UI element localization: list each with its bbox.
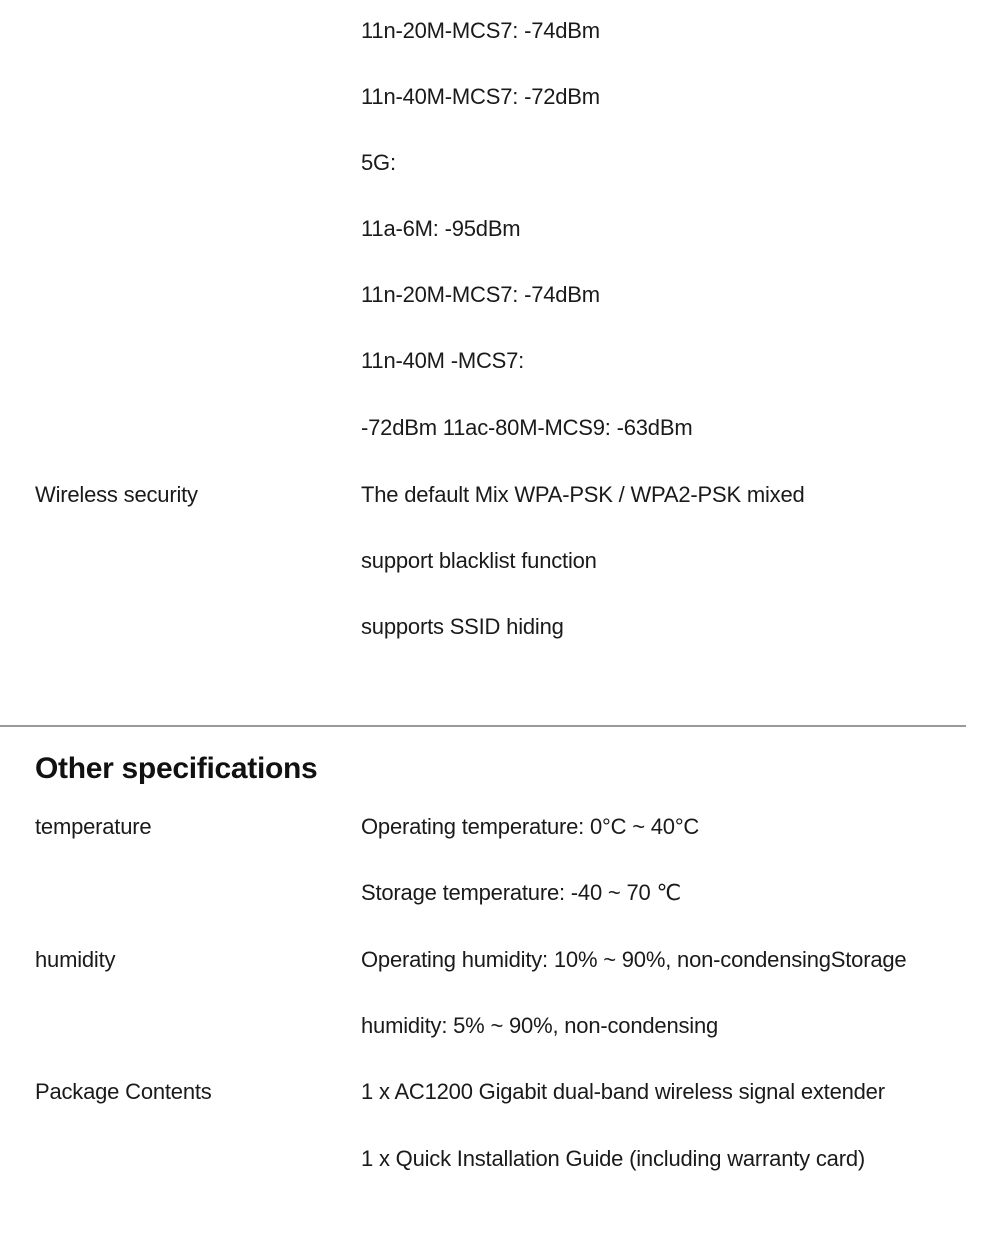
wireless-security-value-line: supports SSID hiding [361, 614, 564, 639]
package-contents-label: Package Contents [35, 1079, 212, 1104]
sensitivity-value-line: -72dBm 11ac-80M-MCS9: -63dBm [361, 415, 693, 440]
section-divider [0, 725, 966, 727]
sensitivity-value-line: 11n-40M -MCS7: [361, 348, 525, 373]
temperature-label: temperature [35, 814, 152, 839]
sensitivity-value-line: 11a-6M: -95dBm [361, 216, 521, 241]
humidity-value-line: Operating humidity: 10% ~ 90%, non-condensingStorage [361, 947, 907, 972]
package-contents-value-line: 1 x AC1200 Gigabit dual-band wireless signal extender [361, 1079, 885, 1104]
package-contents-value-line: 1 x Quick Installation Guide (including warranty card) [361, 1146, 865, 1171]
wireless-security-label: Wireless security [35, 482, 198, 507]
sensitivity-value-line: 11n-20M-MCS7: -74dBm [361, 282, 600, 307]
temperature-value-line: Storage temperature: -40 ~ 70 ℃ [361, 880, 681, 905]
section-title-other-specifications: Other specifications [35, 752, 318, 785]
humidity-value-line: humidity: 5% ~ 90%, non-condensing [361, 1013, 719, 1038]
wireless-security-value-line: The default Mix WPA-PSK / WPA2-PSK mixed [361, 482, 805, 507]
temperature-value-line: Operating temperature: 0°C ~ 40°C [361, 814, 700, 839]
sensitivity-band-label: 5G: [361, 150, 396, 175]
humidity-label: humidity [35, 947, 116, 972]
wireless-security-value-line: support blacklist function [361, 548, 597, 573]
sensitivity-value-line: 11n-20M-MCS7: -74dBm [361, 18, 600, 43]
sensitivity-value-line: 11n-40M-MCS7: -72dBm [361, 84, 600, 109]
